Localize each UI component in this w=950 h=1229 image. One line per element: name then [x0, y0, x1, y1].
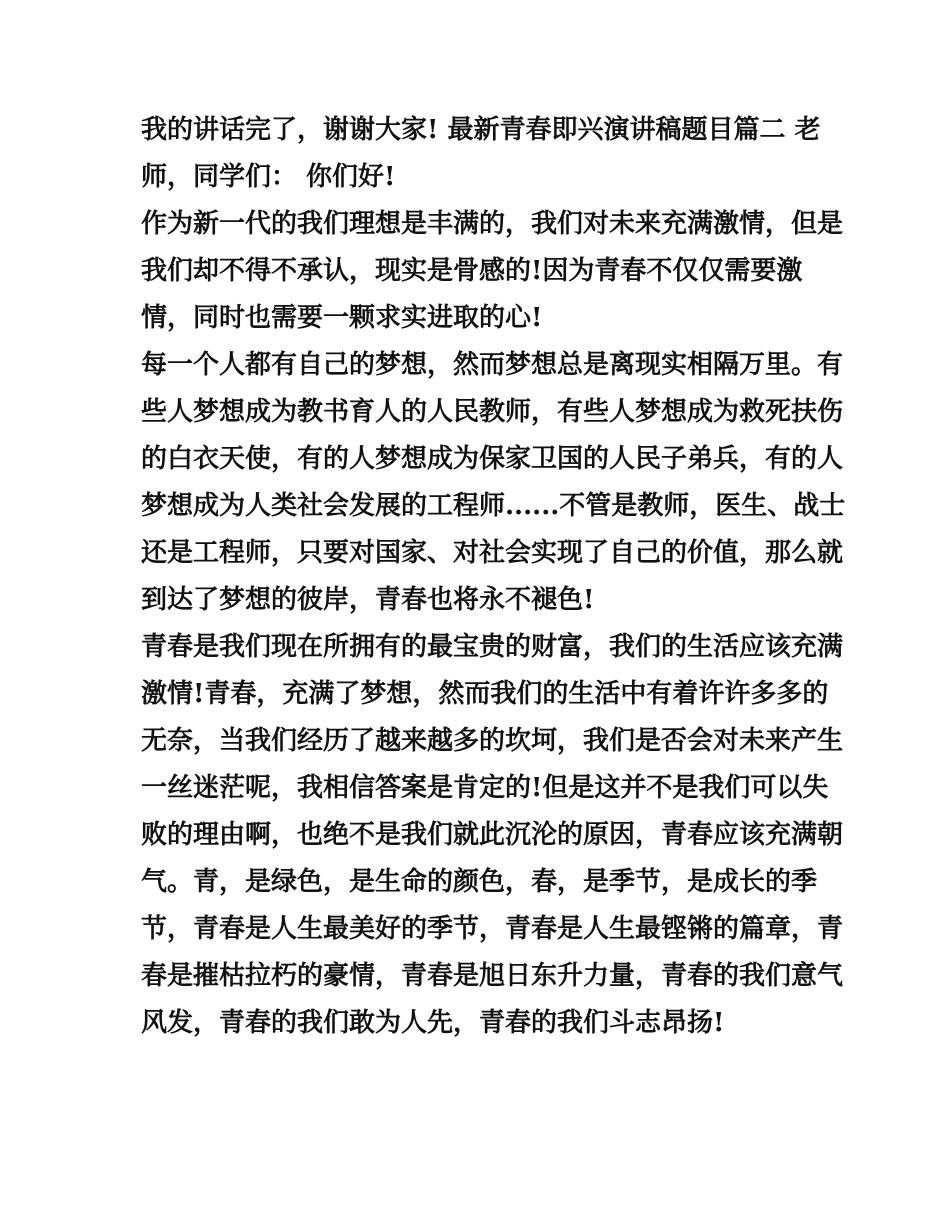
text-line: 梦想成为人类社会发展的工程师......不管是教师，医生、战士 — [141, 491, 846, 521]
text-line: 情，同时也需要一颗求实进取的心! — [141, 303, 543, 333]
text-line: 败的理由啊，也绝不是我们就此沉沦的原因，青春应该充满朝 — [141, 820, 844, 850]
text-line: 师，同学们： 你们好! — [141, 162, 396, 192]
text-line: 些人梦想成为教书育人的人民教师，有些人梦想成为救死扶伤 — [141, 397, 844, 427]
text-line: 作为新一代的我们理想是丰满的，我们对未来充满激情，但是 — [141, 209, 844, 239]
text-line: 气。青，是绿色，是生命的颜色，春，是季节，是成长的季 — [141, 867, 818, 897]
text-line: 我们却不得不承认，现实是骨感的!因为青春不仅仅需要激 — [141, 256, 803, 286]
text-line: 春是摧枯拉朽的豪情，青春是旭日东升力量，青春的我们意气 — [141, 961, 844, 991]
speech-text — [141, 107, 846, 1047]
text-line: 到达了梦想的彼岸，青春也将永不褪色! — [141, 585, 595, 615]
text-line: 节，青春是人生最美好的季节，青春是人生最铿锵的篇章，青 — [141, 914, 844, 944]
text-line: 激情!青春，充满了梦想，然而我们的生活中有着许许多多的 — [141, 679, 829, 709]
text-line: 青春是我们现在所拥有的最宝贵的财富，我们的生活应该充满 — [141, 632, 844, 662]
text-line: 一丝迷茫呢，我相信答案是肯定的!但是这并不是我们可以失 — [141, 773, 829, 803]
text-line: 风发，青春的我们敢为人先，青春的我们斗志昂扬! — [141, 1008, 725, 1038]
text-line: 我的讲话完了，谢谢大家! 最新青春即兴演讲稿题目篇二 老 — [141, 115, 821, 145]
text-line: 的白衣天使，有的人梦想成为保家卫国的人民子弟兵，有的人 — [141, 444, 844, 474]
text-line: 还是工程师，只要对国家、对社会实现了自己的价值，那么就 — [141, 538, 844, 568]
text-line: 每一个人都有自己的梦想，然而梦想总是离现实相隔万里。有 — [141, 350, 844, 380]
text-line: 无奈，当我们经历了越来越多的坎坷，我们是否会对未来产生 — [141, 726, 844, 756]
